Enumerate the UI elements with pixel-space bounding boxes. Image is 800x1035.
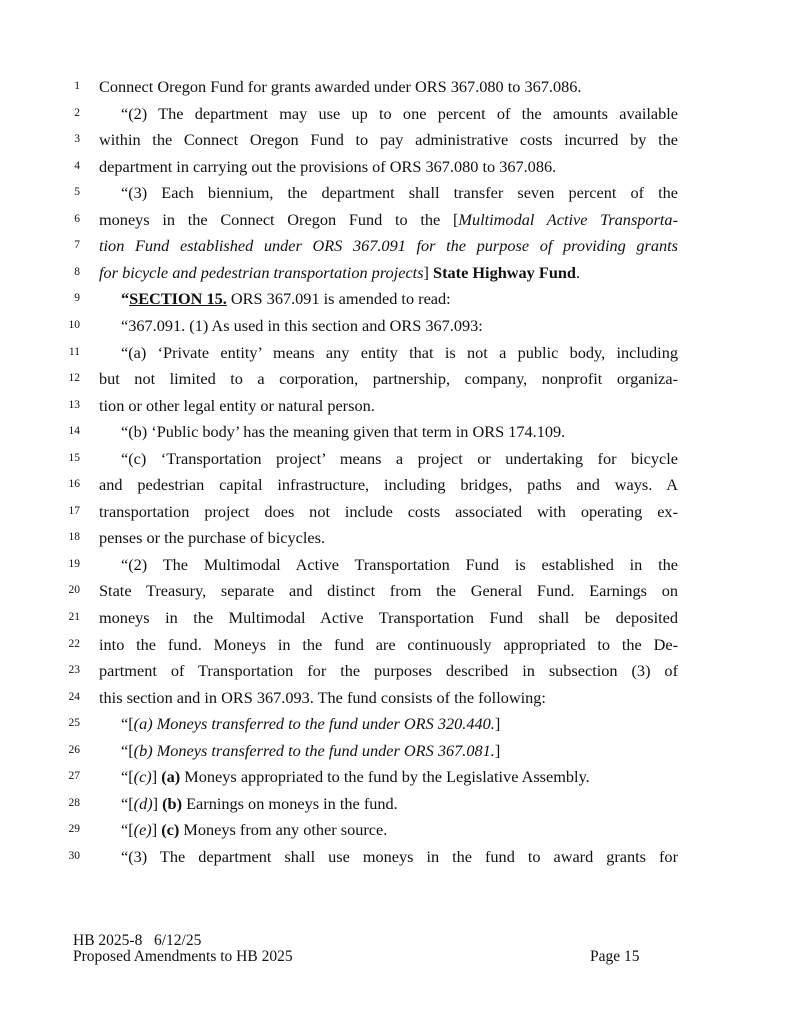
line-number: 21 <box>68 611 80 623</box>
footer-date: 6/12/25 <box>153 932 202 949</box>
text-segment: but not limited to a corporation, partnership, company, nonprofit organiza- <box>99 369 678 389</box>
line-text <box>121 820 678 840</box>
document-line <box>0 581 800 607</box>
text-segment: State Highway Fund <box>433 262 576 282</box>
document-line <box>0 555 800 581</box>
document-line <box>0 794 800 820</box>
document-line <box>0 316 800 342</box>
document-line <box>0 502 800 528</box>
line-number: 25 <box>68 717 80 730</box>
line-number: 11 <box>68 345 80 358</box>
text-segment: within the Connect Oregon Fund to pay administrative costs incurred by the <box>99 130 678 150</box>
text-segment: moneys in the Connect Oregon Fund to the [ <box>99 209 459 229</box>
document-line <box>0 767 800 793</box>
document-line <box>0 289 800 315</box>
text-segment: ] <box>151 820 162 840</box>
line-number: 13 <box>68 398 80 411</box>
document-line <box>0 528 800 554</box>
line-text <box>121 289 678 309</box>
document-line <box>0 847 800 873</box>
line-number: 16 <box>68 478 80 491</box>
text-segment: “ <box>121 289 130 309</box>
line-text <box>99 396 678 416</box>
footer-bill-id: HB 2025-8 <box>73 932 143 949</box>
line-text <box>121 343 678 363</box>
text-segment: Multimodal Active Transporta- <box>458 209 678 229</box>
line-text <box>121 714 678 734</box>
document-line <box>0 422 800 448</box>
line-number: 18 <box>68 531 80 544</box>
line-text <box>121 316 678 336</box>
line-text <box>99 528 678 548</box>
text-segment: penses or the purchase of bicycles. <box>99 528 326 548</box>
document-line <box>0 157 800 183</box>
text-segment: Moneys from any other source. <box>179 820 388 840</box>
line-number: 24 <box>68 690 80 703</box>
text-segment: ORS 367.091 is amended to read: <box>226 289 451 309</box>
text-segment: transportation project does not include costs associated with operating ex- <box>99 501 678 521</box>
document-line <box>0 661 800 687</box>
text-segment: into the fund. Moneys in the fund are continuously appropriated to the De- <box>99 634 678 654</box>
line-text <box>121 449 678 469</box>
line-number: 7 <box>74 239 80 252</box>
line-text <box>121 794 678 814</box>
line-text <box>121 104 678 124</box>
line-number: 14 <box>68 425 80 438</box>
text-segment: SECTION 15. <box>129 289 227 309</box>
line-text <box>99 263 678 283</box>
line-number: 9 <box>74 292 80 305</box>
text-segment: moneys in the Multimodal Active Transportation Fund shall be deposited <box>99 608 678 627</box>
text-segment: department in carrying out the provisions of ORS 367.080 to 367.086. <box>99 156 557 176</box>
text-segment: ] <box>423 262 434 282</box>
document-line <box>0 635 800 661</box>
line-number: 12 <box>68 372 80 385</box>
text-segment: “[ <box>121 820 134 840</box>
line-number: 23 <box>68 664 80 677</box>
document-line <box>0 236 800 262</box>
line-number: 10 <box>68 318 80 331</box>
text-segment: “[ <box>121 740 134 760</box>
line-text <box>121 183 678 203</box>
text-segment: (c) <box>133 767 152 787</box>
text-segment: tion Fund established under ORS 367.091 for the purpose of providing grants <box>99 236 678 256</box>
document-line <box>0 741 800 767</box>
document-line <box>0 396 800 422</box>
line-text <box>99 157 678 177</box>
document-line <box>0 688 800 714</box>
line-text <box>99 236 678 256</box>
line-number: 29 <box>68 823 80 836</box>
text-segment: (c) <box>161 820 180 840</box>
text-segment: “(2) The department may use up to one percent of the amounts available <box>121 103 678 123</box>
document-line <box>0 343 800 369</box>
document-line <box>0 369 800 395</box>
text-segment: “(3) Each biennium, the department shall transfer seven percent of the <box>121 183 678 203</box>
text-segment: for bicycle and pedestrian transportation projects <box>99 262 424 282</box>
line-text <box>99 661 678 681</box>
text-segment: . <box>576 262 581 282</box>
text-segment: ] <box>494 740 501 760</box>
line-text <box>99 502 678 522</box>
text-segment: “(c) ‘Transportation project’ means a project or undertaking for bicycle <box>121 448 678 468</box>
line-number: 20 <box>68 584 80 597</box>
text-segment: Earnings on moneys in the fund. <box>182 793 398 813</box>
line-number: 1 <box>74 80 80 92</box>
text-segment: partment of Transportation for the purposes described in subsection (3) of <box>99 661 678 681</box>
line-text <box>121 422 678 442</box>
line-number: 22 <box>68 637 80 650</box>
line-text <box>99 581 678 601</box>
footer-title: Proposed Amendments to HB 2025 <box>73 948 293 965</box>
text-segment: “(a) ‘Private entity’ means any entity that is not a public body, including <box>121 342 678 362</box>
line-text <box>99 77 678 97</box>
text-segment: “367.091. (1) As used in this section and ORS 367.093: <box>121 315 483 335</box>
text-segment: (b) Moneys transferred to the fund under ORS 367.081. <box>133 740 495 760</box>
line-text <box>99 608 678 628</box>
line-number: 30 <box>68 849 80 862</box>
text-segment: ] <box>494 714 501 734</box>
text-segment: State Treasury, separate and distinct from the General Fund. Earnings on <box>99 581 678 601</box>
line-number: 26 <box>68 743 80 756</box>
document-line <box>0 475 800 501</box>
text-segment: “[ <box>121 767 134 787</box>
text-segment: “(b) ‘Public body’ has the meaning given that term in ORS 174.109. <box>121 422 566 442</box>
document-line <box>0 714 800 740</box>
text-segment: (a) <box>161 767 181 787</box>
text-segment: and pedestrian capital infrastructure, including bridges, paths and ways. A <box>99 475 678 495</box>
text-segment: Connect Oregon Fund for grants awarded under ORS 367.080 to 367.086. <box>99 77 582 96</box>
text-segment: tion or other legal entity or natural person. <box>99 395 375 415</box>
document-line <box>0 104 800 130</box>
document-line <box>0 77 800 103</box>
document-line <box>0 130 800 156</box>
line-text <box>121 847 678 867</box>
document-line <box>0 820 800 846</box>
line-number: 15 <box>68 451 80 464</box>
line-number: 2 <box>74 106 80 119</box>
line-number: 5 <box>74 186 80 199</box>
text-segment: (a) Moneys transferred to the fund under ORS 320.440. <box>133 714 495 734</box>
text-segment: (b) <box>162 793 183 813</box>
line-text <box>121 741 678 761</box>
line-number: 6 <box>74 212 80 225</box>
line-number: 28 <box>68 796 80 809</box>
text-segment: “(3) The department shall use moneys in the fund to award grants for <box>121 846 678 866</box>
text-segment: ] <box>152 793 163 813</box>
text-segment: Moneys appropriated to the fund by the Legislative Assembly. <box>180 767 590 787</box>
line-number: 27 <box>68 770 80 783</box>
page-number: Page 15 <box>590 948 640 965</box>
line-number: 8 <box>74 265 80 278</box>
line-number: 19 <box>68 557 80 570</box>
text-segment: ] <box>151 767 162 787</box>
document-line <box>0 449 800 475</box>
document-line <box>0 183 800 209</box>
line-text <box>99 369 678 389</box>
document-line <box>0 263 800 289</box>
document-line <box>0 210 800 236</box>
line-number: 17 <box>68 504 80 517</box>
line-text <box>121 767 678 787</box>
text-segment: “[ <box>121 793 134 813</box>
text-segment: this section and in ORS 367.093. The fund consists of the following: <box>99 687 546 707</box>
text-segment: “(2) The Multimodal Active Transportation Fund is established in the <box>121 554 678 574</box>
text-segment: (d) <box>133 793 153 813</box>
document-line <box>0 608 800 634</box>
line-number: 3 <box>74 133 80 146</box>
text-segment: “[ <box>121 714 134 734</box>
line-text <box>99 475 678 495</box>
line-text <box>121 555 678 575</box>
line-text <box>99 635 678 655</box>
line-text <box>99 130 678 150</box>
line-text <box>99 688 678 708</box>
line-number: 4 <box>74 159 80 172</box>
line-text <box>99 210 678 230</box>
text-segment: (e) <box>133 820 152 840</box>
footer <box>73 933 293 965</box>
